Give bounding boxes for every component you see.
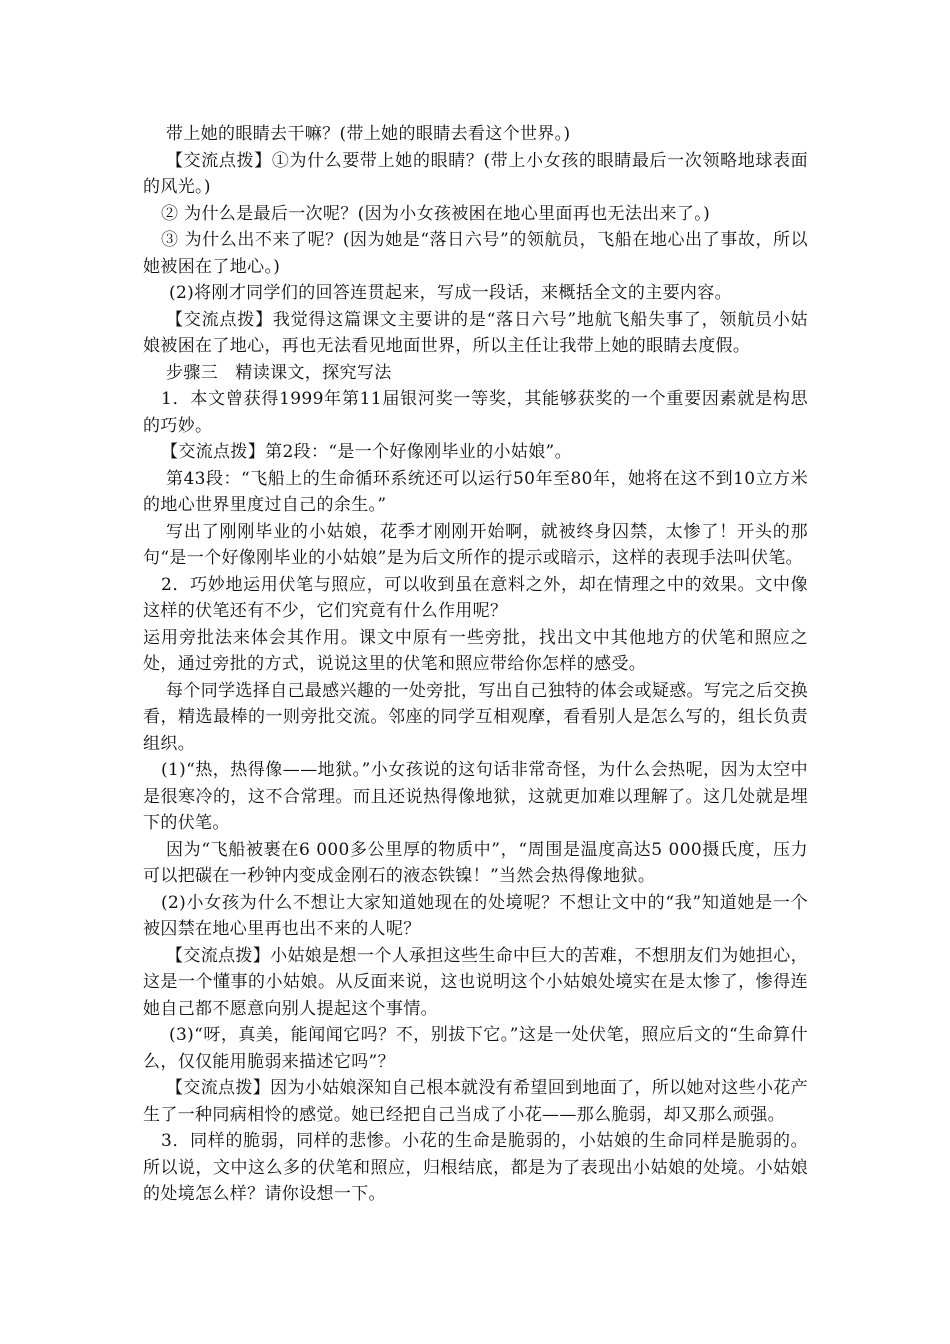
- paragraph: 写出了刚刚毕业的小姑娘，花季才刚刚开始啊，就被终身囚禁，太惨了！开头的那句“是一个好像刚毕业的小姑娘”是为后文所作的提示或暗示，这样的表现手法叫伏笔。: [143, 521, 808, 568]
- paragraph: 3．同样的脆弱，同样的悲惨。小花的生命是脆弱的，小姑娘的生命同样是脆弱的。所以说，文中这么多的伏笔和照应，归根结底，都是为了表现出小姑娘的处境。小姑娘的处境怎么样？请你设想一下。: [143, 1131, 808, 1204]
- paragraph: 【交流点拨】小姑娘是想一个人承担这些生命中巨大的苦难，不想朋友们为她担心，这是一个懂事的小姑娘。从反面来说，这也说明这个小姑娘处境实在是太惨了，惨得连她自己都不愿意向别人提起这个事情。: [143, 945, 808, 1019]
- paragraph: (3)“呀，真美，能闻闻它吗？不，别拔下它。”这是一处伏笔，照应后文的“生命算什么，仅仅能用脆弱来描述它吗”？: [143, 1025, 808, 1072]
- paragraph: 因为“飞船被裹在6 000多公里厚的物质中”，“周围是温度高达5 000摄氏度，压力可以把碳在一秒钟内变成金刚石的液态铁镍！”当然会热得像地狱。: [143, 839, 808, 886]
- paragraph: (2)将刚才同学们的回答连贯起来，写成一段话，来概括全文的主要内容。: [169, 283, 732, 303]
- paragraph: 【交流点拨】第2段：“是一个好像刚毕业的小姑娘”。: [161, 442, 572, 462]
- paragraph: ③ 为什么出不来了呢？(因为她是“落日六号”的领航员，飞船在地心出了事故，所以她被困在了地心。): [143, 230, 808, 277]
- paragraph: 步骤三 精读课文，探究写法: [166, 362, 392, 383]
- paragraph: (1)“热，热得像——地狱。”小女孩说的这句话非常奇怪，为什么会热呢，因为太空中是很寒冷的，这不合常理。而且还说热得像地狱，这就更加难以理解了。这几处就是埋下的伏笔。: [143, 760, 808, 833]
- paragraph: 带上她的眼睛去干嘛？(带上她的眼睛去看这个世界。): [166, 124, 571, 144]
- paragraph: 每个同学选择自己最感兴趣的一处旁批，写出自己独特的体会或疑惑。写完之后交换看，精选最棒的一则旁批交流。邻座的同学互相观摩，看看别人是怎么写的，组长负责组织。: [143, 680, 808, 754]
- paragraph: (2)小女孩为什么不想让大家知道她现在的处境呢？不想让文中的“我”知道她是一个被囚禁在地心里再也出不来的人呢？: [143, 892, 808, 939]
- paragraph: 【交流点拨】因为小姑娘深知自己根本就没有希望回到地面了，所以她对这些小花产生了一种同病相怜的感觉。她已经把自己当成了小花——那么脆弱，却又那么顽强。: [143, 1078, 808, 1125]
- document-body: [143, 121, 808, 1208]
- paragraph: 运用旁批法来体会其作用。课文中原有一些旁批，找出文中其他地方的伏笔和照应之处，通过旁批的方式，说说这里的伏笔和照应带给你怎样的感受。: [143, 627, 808, 674]
- paragraph: 1．本文曾获得1999年第11届银河奖一等奖，其能够获奖的一个重要因素就是构思的巧妙。: [143, 389, 808, 436]
- paragraph: 2．巧妙地运用伏笔与照应，可以收到虽在意料之外，却在情理之中的效果。文中像这样的伏笔还有不少，它们究竟有什么作用呢？: [143, 574, 808, 621]
- paragraph: ② 为什么是最后一次呢？(因为小女孩被困在地心里面再也无法出来了。): [161, 203, 711, 224]
- paragraph: 【交流点拨】①为什么要带上她的眼睛？(带上小女孩的眼睛最后一次领略地球表面的风光。): [143, 150, 808, 197]
- paragraph: 第43段：“飞船上的生命循环系统还可以运行50年至80年，她将在这不到10立方米的地心世界里度过自己的余生。”: [143, 468, 808, 515]
- paragraph: 【交流点拨】我觉得这篇课文主要讲的是“落日六号”地航飞船失事了，领航员小姑娘被困在了地心，再也无法看见地面世界，所以主任让我带上她的眼睛去度假。: [143, 309, 808, 356]
